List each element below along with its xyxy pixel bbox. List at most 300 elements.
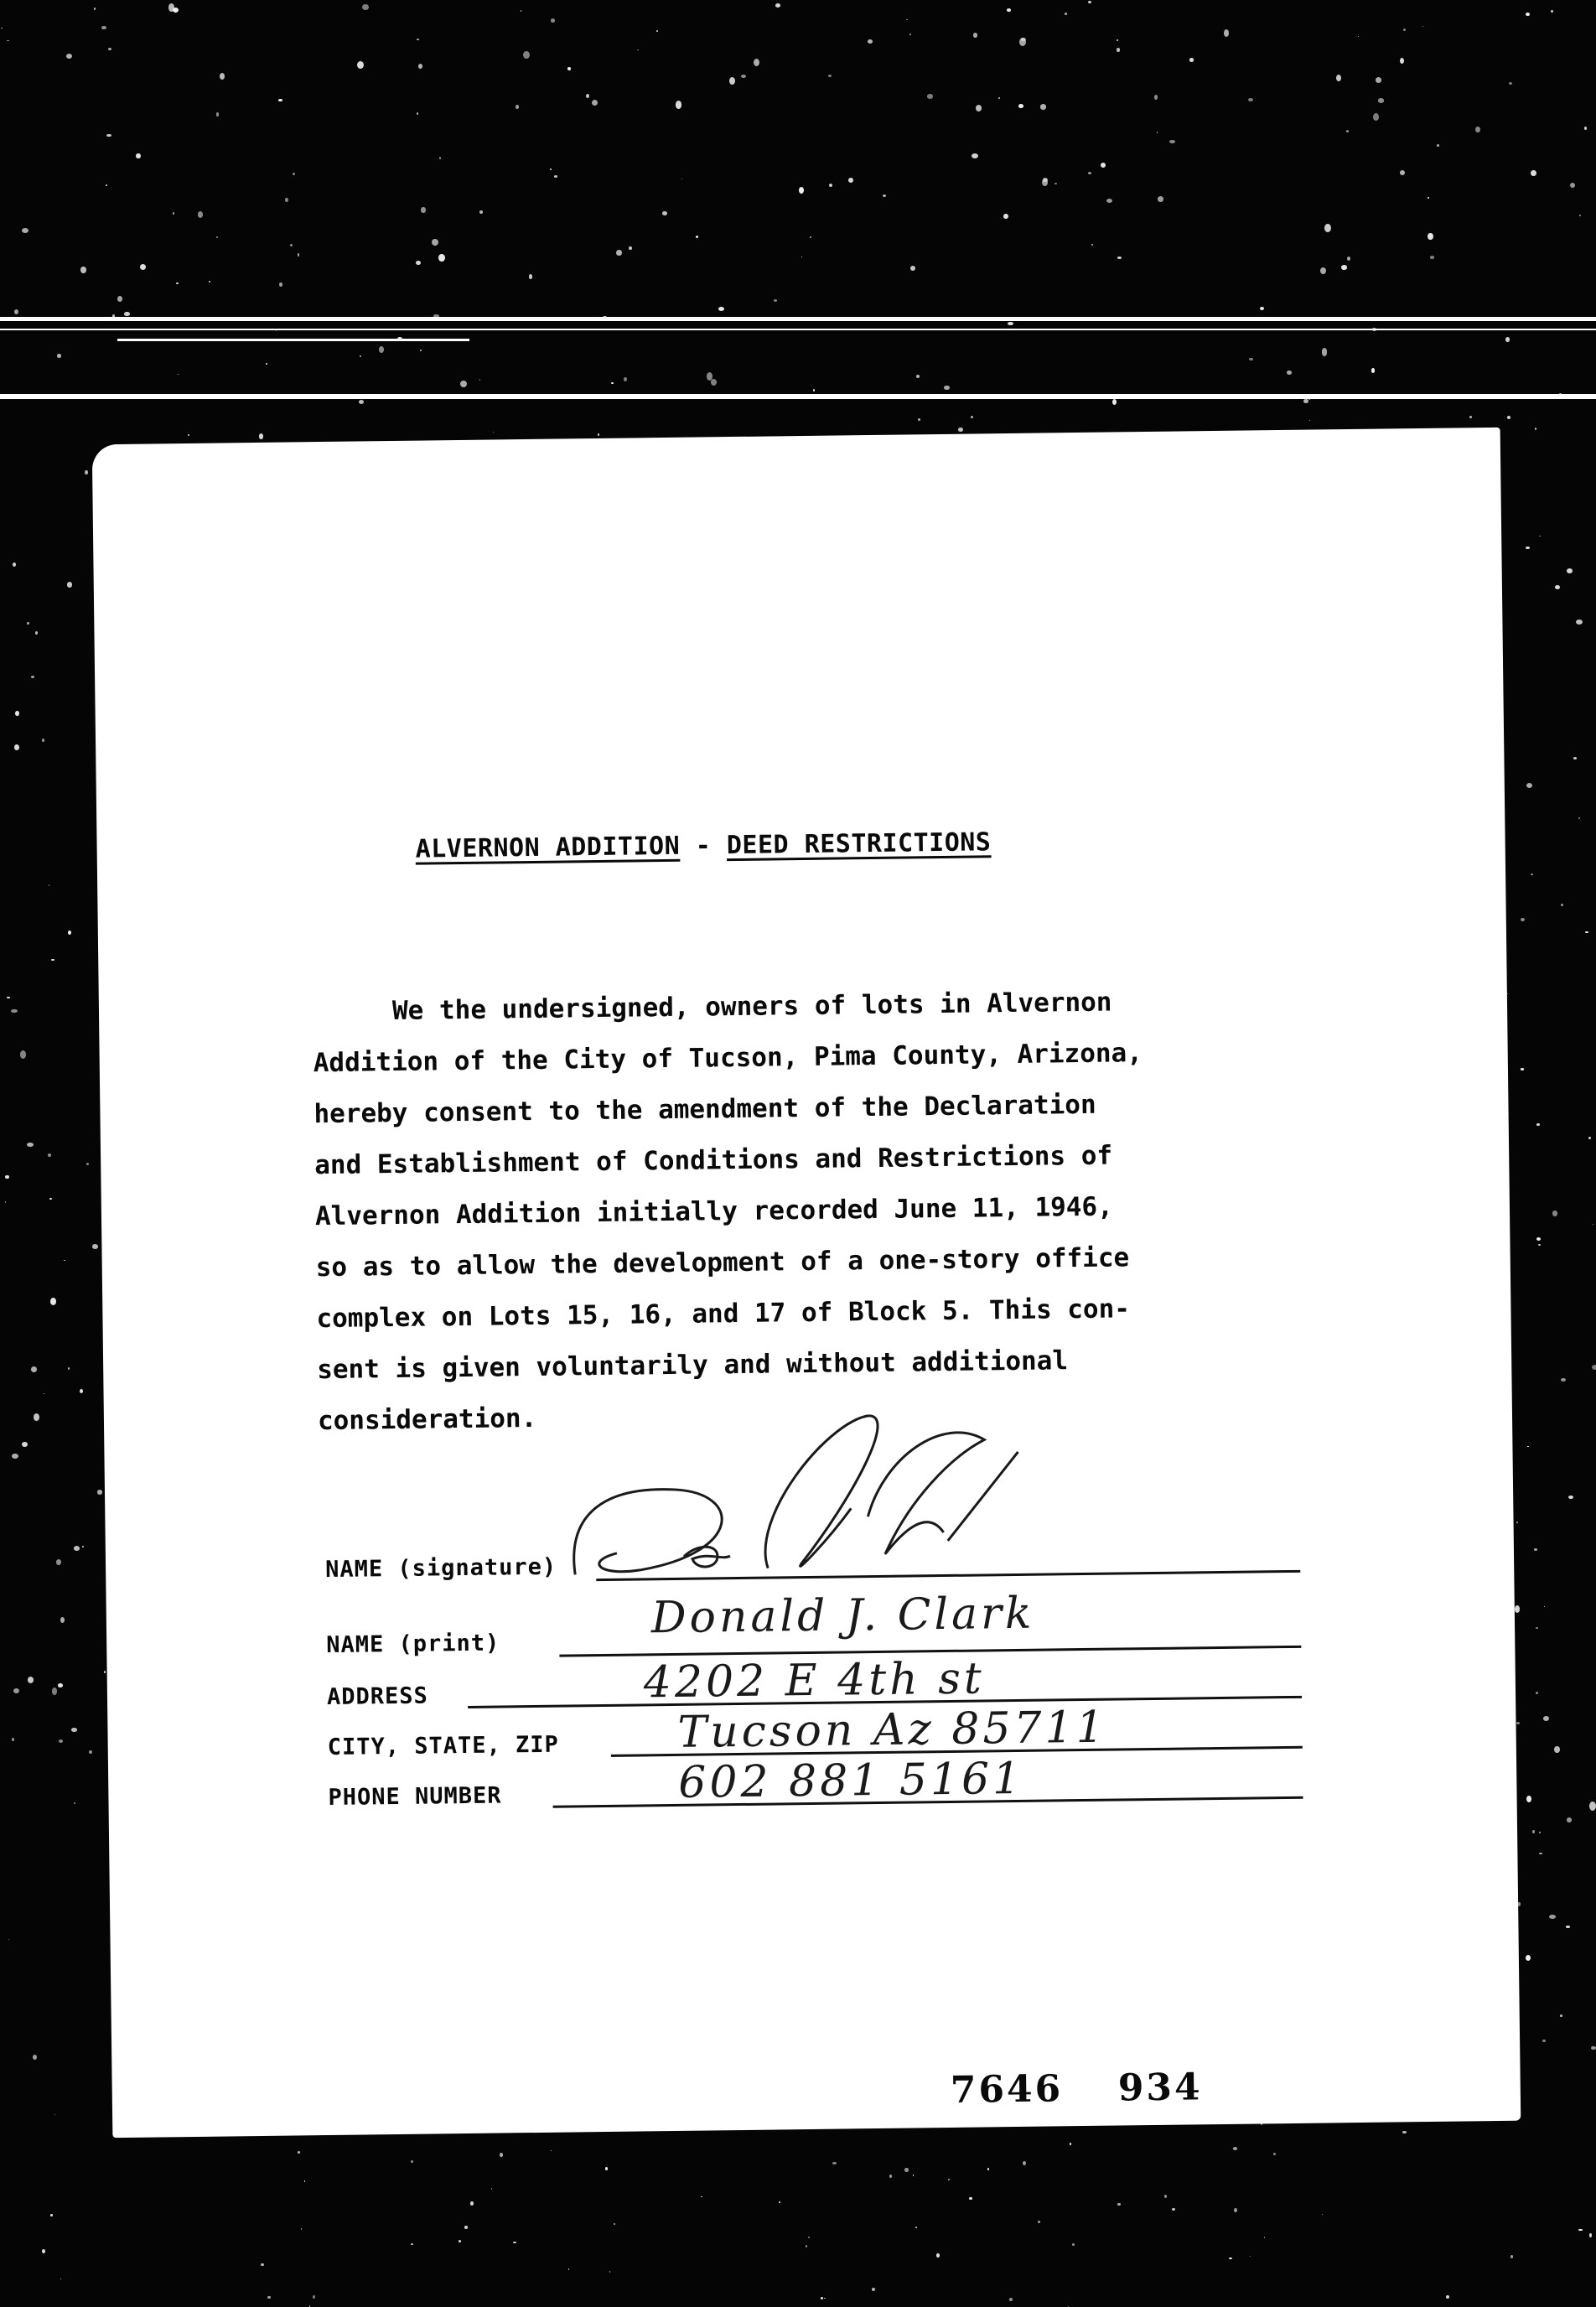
noise-speck [1591, 2046, 1596, 2050]
noise-speck [1566, 1926, 1569, 1929]
noise-speck [28, 1677, 34, 1683]
noise-speck [5, 1201, 7, 1202]
noise-speck [1309, 420, 1310, 421]
noise-speck [1578, 817, 1580, 819]
noise-speck [359, 400, 364, 404]
noise-speck [86, 1163, 89, 1165]
noise-speck [60, 1617, 65, 1623]
title-part-1: ALVERNON ADDITION [415, 831, 681, 864]
noise-speck [1091, 244, 1093, 246]
noise-speck [1, 28, 3, 29]
noise-speck [1510, 2255, 1513, 2258]
noise-speck [1561, 1378, 1566, 1382]
noise-speck [1552, 1211, 1558, 1216]
noise-speck [1065, 13, 1067, 15]
noise-speck [554, 175, 557, 178]
noise-speck [1358, 36, 1359, 38]
noise-speck [31, 1366, 37, 1372]
noise-speck [1068, 2306, 1069, 2307]
noise-speck [13, 562, 16, 567]
noise-speck [616, 250, 622, 256]
noise-speck [259, 433, 263, 438]
scan-line-top [0, 317, 1596, 321]
noise-speck [1322, 348, 1328, 355]
noise-speck [416, 261, 421, 265]
noise-speck [80, 1389, 83, 1393]
noise-speck [1437, 144, 1440, 147]
noise-speck [418, 64, 423, 69]
noise-speck [301, 2228, 302, 2230]
noise-speck [1535, 428, 1536, 429]
noise-speck [12, 1454, 18, 1459]
noise-speck [741, 75, 746, 78]
noise-speck [936, 2253, 940, 2258]
noise-speck [48, 1154, 51, 1156]
noise-speck [1526, 1955, 1531, 1961]
noise-speck [209, 281, 210, 283]
noise-speck [106, 134, 111, 137]
noise-speck [1505, 337, 1510, 342]
noise-speck [906, 19, 908, 20]
noise-speck [1526, 547, 1530, 549]
noise-speck [821, 2297, 822, 2299]
paragraph-line: We the undersigned, owners of lots in Alvernon [391, 987, 1112, 1027]
noise-speck [1169, 140, 1175, 143]
noise-speck [676, 101, 682, 109]
noise-speck [14, 744, 19, 751]
phone-value: 602 881 5161 [677, 1753, 1024, 1808]
noise-speck [813, 389, 815, 391]
noise-speck [1446, 2295, 1449, 2299]
noise-speck [52, 1687, 58, 1695]
noise-speck [290, 244, 293, 247]
noise-speck [266, 363, 267, 365]
noise-speck [20, 1050, 26, 1059]
noise-speck [276, 330, 277, 331]
noise-speck [1117, 2203, 1121, 2206]
noise-speck [304, 2180, 306, 2182]
noise-speck [417, 39, 419, 40]
noise-speck [420, 350, 422, 351]
noise-speck [592, 100, 598, 106]
noise-speck [42, 739, 44, 742]
noise-speck [411, 2160, 414, 2163]
noise-speck [13, 1688, 19, 1693]
noise-speck [71, 1728, 77, 1732]
noise-speck [54, 2114, 55, 2115]
noise-speck [969, 2197, 972, 2201]
noise-speck [696, 236, 698, 238]
document-number-left: 7646 [950, 2067, 1064, 2112]
paragraph-line: consideration. [317, 1402, 537, 1437]
noise-speck [188, 434, 189, 435]
noise-speck [1554, 1746, 1559, 1753]
noise-speck [729, 77, 735, 86]
noise-speck [433, 314, 438, 318]
noise-speck [1469, 416, 1472, 418]
noise-speck [1070, 2143, 1072, 2145]
print-name-value: Donald J. Clark [650, 1588, 1035, 1644]
noise-speck [220, 73, 225, 80]
noise-speck [637, 49, 639, 50]
noise-speck [551, 18, 555, 23]
noise-speck [568, 2268, 570, 2270]
noise-speck [1040, 104, 1046, 109]
noise-speck [379, 346, 385, 353]
noise-speck [523, 51, 530, 59]
noise-speck [1536, 1692, 1538, 1694]
noise-speck [806, 2245, 808, 2248]
noise-speck [1428, 233, 1433, 241]
noise-speck [56, 1559, 62, 1565]
noise-speck [500, 2153, 504, 2157]
noise-speck [438, 254, 445, 262]
noise-speck [298, 2151, 300, 2154]
noise-speck [293, 173, 295, 175]
noise-speck [101, 26, 106, 29]
city-state-zip-value: Tucson Az 85711 [677, 1702, 1108, 1758]
noise-speck [1249, 358, 1253, 361]
noise-speck [799, 187, 804, 194]
noise-speck [909, 34, 911, 35]
noise-speck [22, 228, 28, 233]
noise-speck [883, 194, 886, 197]
noise-speck [1521, 918, 1525, 921]
noise-speck [1403, 29, 1406, 32]
noise-speck [50, 1298, 56, 1305]
noise-speck [51, 959, 54, 962]
noise-speck [417, 112, 418, 115]
noise-speck [775, 3, 780, 8]
noise-speck [1117, 48, 1121, 52]
noise-speck [33, 2055, 37, 2060]
noise-speck [1538, 1244, 1541, 1247]
noise-speck [1516, 1722, 1521, 1724]
noise-speck [872, 2288, 875, 2291]
noise-speck [136, 153, 140, 158]
noise-speck [1088, 172, 1091, 174]
noise-speck [1250, 2256, 1251, 2257]
noise-speck [1568, 1496, 1573, 1499]
noise-speck [1539, 1853, 1542, 1855]
noise-speck [1324, 224, 1331, 233]
noise-speck [711, 379, 718, 386]
noise-speck [1347, 257, 1350, 261]
noise-speck [261, 2263, 264, 2266]
noise-speck [1303, 399, 1308, 404]
noise-speck [629, 246, 632, 249]
noise-speck [976, 105, 982, 111]
noise-speck [1570, 183, 1575, 188]
noise-speck [1475, 127, 1480, 133]
noise-speck [64, 1260, 66, 1262]
noise-speck [112, 314, 115, 319]
noise-speck [1542, 2040, 1546, 2042]
paragraph-line: so as to allow the development of a one-story office [315, 1242, 1130, 1283]
noise-speck [464, 2226, 468, 2229]
noise-speck [1023, 2161, 1026, 2165]
noise-speck [362, 4, 369, 10]
noise-speck [829, 184, 832, 187]
noise-speck [910, 266, 916, 271]
document-title [415, 827, 991, 863]
noise-speck [1008, 322, 1013, 325]
noise-speck [1584, 127, 1587, 130]
noise-speck [74, 1546, 80, 1551]
noise-speck [1054, 183, 1057, 184]
noise-speck [479, 210, 483, 214]
noise-speck [1549, 1915, 1556, 1919]
noise-speck [1515, 1605, 1520, 1613]
signature-label: NAME (signature) [324, 1553, 557, 1584]
noise-speck [586, 94, 589, 98]
noise-speck [516, 105, 520, 109]
noise-speck [1189, 58, 1194, 62]
noise-speck [605, 2167, 608, 2170]
noise-speck [117, 296, 122, 302]
noise-speck [298, 253, 300, 257]
title-part-2: DEED RESTRICTIONS [726, 827, 992, 861]
noise-speck [15, 711, 19, 716]
noise-speck [1531, 874, 1533, 875]
noise-speck [987, 2168, 989, 2170]
noise-speck [701, 2196, 702, 2198]
address-label: ADDRESS [326, 1682, 428, 1711]
noise-speck [85, 470, 88, 474]
noise-speck [94, 8, 96, 10]
noise-speck [1261, 2123, 1262, 2125]
noise-speck [1248, 98, 1254, 102]
noise-speck [1322, 2214, 1323, 2215]
noise-speck [68, 1367, 70, 1370]
noise-speck [1172, 2208, 1176, 2211]
noise-speck [1336, 75, 1341, 81]
noise-speck [1273, 2153, 1276, 2156]
noise-speck [1018, 104, 1023, 108]
scan-line-fragment [117, 339, 469, 341]
noise-speck [22, 1442, 27, 1447]
print-name-label: NAME (print) [326, 1630, 500, 1659]
noise-speck [1007, 8, 1011, 12]
noise-speck [1536, 1237, 1541, 1241]
noise-speck [1371, 368, 1376, 373]
noise-speck [916, 375, 920, 378]
noise-speck [1372, 328, 1376, 331]
noise-speck [904, 2168, 909, 2173]
noise-speck [176, 283, 179, 284]
noise-speck [58, 1683, 64, 1687]
noise-speck [1516, 1522, 1518, 1523]
noise-speck [1346, 130, 1349, 132]
noise-speck [774, 299, 777, 302]
paragraph-line: Alvernon Addition initially recorded June 11, 1946, [314, 1191, 1113, 1232]
noise-speck [7, 997, 10, 998]
noise-speck [491, 2188, 493, 2190]
noise-speck [5, 1175, 9, 1179]
noise-speck [124, 312, 130, 317]
noise-speck [106, 184, 107, 186]
noise-speck [808, 2237, 810, 2239]
noise-speck [360, 355, 361, 356]
noise-speck [57, 354, 61, 358]
noise-speck [460, 381, 467, 387]
noise-speck [1527, 1446, 1529, 1448]
noise-speck [60, 2278, 61, 2279]
noise-speck [1539, 536, 1541, 537]
noise-speck [918, 418, 921, 421]
noise-speck [1526, 1796, 1531, 1803]
noise-speck [551, 2150, 552, 2152]
noise-speck [1117, 257, 1122, 260]
noise-speck [832, 2162, 836, 2164]
noise-speck [357, 61, 364, 69]
noise-speck [718, 307, 724, 311]
noise-speck [493, 432, 495, 433]
noise-speck [27, 1143, 33, 1147]
noise-speck [479, 379, 480, 381]
noise-speck [11, 1009, 18, 1014]
noise-speck [1260, 307, 1264, 311]
noise-speck [1531, 170, 1536, 177]
noise-speck [1509, 82, 1512, 85]
noise-speck [74, 1802, 75, 1804]
noise-speck [1544, 1606, 1545, 1607]
noise-speck [550, 168, 552, 170]
noise-speck [1428, 197, 1429, 200]
noise-speck [513, 2242, 516, 2244]
noise-speck [624, 377, 627, 381]
noise-speck [779, 2201, 780, 2203]
noise-speck [973, 33, 978, 38]
paragraph-line: and Establishment of Conditions and Restrictions of [314, 1140, 1113, 1181]
noise-speck [92, 1244, 99, 1249]
handwritten-signature [548, 1405, 1087, 1605]
noise-speck [27, 622, 29, 625]
noise-speck [948, 2179, 950, 2180]
noise-speck [50, 2214, 53, 2217]
noise-speck [1101, 163, 1106, 168]
noise-speck [1117, 39, 1118, 41]
noise-speck [656, 30, 658, 32]
noise-speck [285, 198, 288, 201]
noise-speck [68, 931, 71, 935]
noise-speck [140, 264, 146, 270]
noise-speck [1534, 1548, 1537, 1551]
noise-speck [529, 274, 533, 280]
noise-speck [421, 207, 426, 214]
title-separator: - [679, 831, 728, 861]
noise-speck [198, 211, 203, 218]
noise-speck [8, 1939, 9, 1940]
noise-speck [1234, 2208, 1237, 2212]
noise-speck [49, 1198, 53, 1200]
noise-speck [1164, 2195, 1167, 2198]
noise-speck [1154, 95, 1158, 99]
noise-speck [567, 67, 572, 70]
noise-speck [1233, 2147, 1237, 2150]
noise-speck [972, 153, 978, 158]
noise-speck [1043, 178, 1047, 182]
city-state-zip-label: CITY, STATE, ZIP [327, 1731, 559, 1761]
noise-speck [868, 39, 873, 44]
paragraph-line: hereby consent to the amendment of the Declaration [314, 1089, 1096, 1130]
noise-speck [598, 433, 600, 436]
scan-line-lower [0, 394, 1596, 399]
noise-speck [1536, 1627, 1538, 1629]
noise-speck [614, 2223, 615, 2225]
noise-speck [1573, 757, 1577, 759]
noise-speck [662, 211, 666, 215]
noise-speck [828, 75, 832, 77]
noise-speck [1308, 398, 1310, 400]
noise-speck [1157, 132, 1158, 133]
noise-speck [1567, 568, 1573, 573]
noise-speck [603, 316, 608, 319]
noise-speck [998, 97, 1000, 99]
noise-speck [108, 48, 111, 50]
noise-speck [1378, 98, 1385, 103]
noise-speck [411, 2243, 413, 2245]
noise-speck [1592, 1365, 1596, 1370]
noise-speck [944, 386, 949, 390]
noise-speck [1400, 58, 1404, 64]
noise-speck [278, 99, 282, 102]
noise-speck [1579, 215, 1581, 216]
noise-speck [34, 1413, 39, 1421]
noise-speck [216, 236, 219, 238]
noise-speck [915, 2227, 917, 2228]
noise-speck [1341, 265, 1348, 270]
scan-line-top-thin [0, 329, 1596, 330]
noise-speck [432, 239, 438, 246]
noise-speck [279, 283, 282, 287]
noise-speck [1009, 2298, 1013, 2301]
noise-speck [1589, 2233, 1593, 2237]
noise-speck [1507, 416, 1510, 419]
noise-speck [1229, 2258, 1232, 2260]
noise-speck [89, 1750, 92, 1755]
noise-speck [1072, 2243, 1075, 2247]
noise-speck [178, 374, 179, 376]
noise-speck [1578, 2229, 1583, 2232]
noise-speck [521, 10, 522, 12]
noise-speck [59, 1739, 63, 1743]
noise-speck [35, 631, 38, 635]
noise-speck [1589, 1802, 1596, 1811]
noise-speck [927, 94, 934, 99]
noise-speck [754, 59, 759, 66]
noise-speck [470, 2201, 474, 2206]
noise-speck [810, 236, 811, 238]
noise-speck [1422, 26, 1423, 27]
noise-speck [848, 178, 854, 183]
noise-speck [1400, 170, 1406, 175]
noise-speck [1373, 113, 1380, 121]
noise-speck [459, 2240, 461, 2242]
noise-speck [104, 1671, 106, 1673]
noise-speck [313, 2295, 315, 2299]
deed-sheet [92, 428, 1521, 2138]
noise-speck [1224, 29, 1230, 37]
document-number-right: 934 [1117, 2066, 1203, 2110]
phone-label: PHONE NUMBER [328, 1782, 502, 1812]
paragraph-line: Addition of the City of Tucson, Pima County, Arizona, [313, 1038, 1143, 1079]
noise-speck [1585, 931, 1588, 934]
noise-speck [1158, 196, 1164, 202]
noise-speck [31, 676, 34, 679]
noise-speck [889, 2175, 892, 2178]
noise-speck [67, 582, 73, 588]
